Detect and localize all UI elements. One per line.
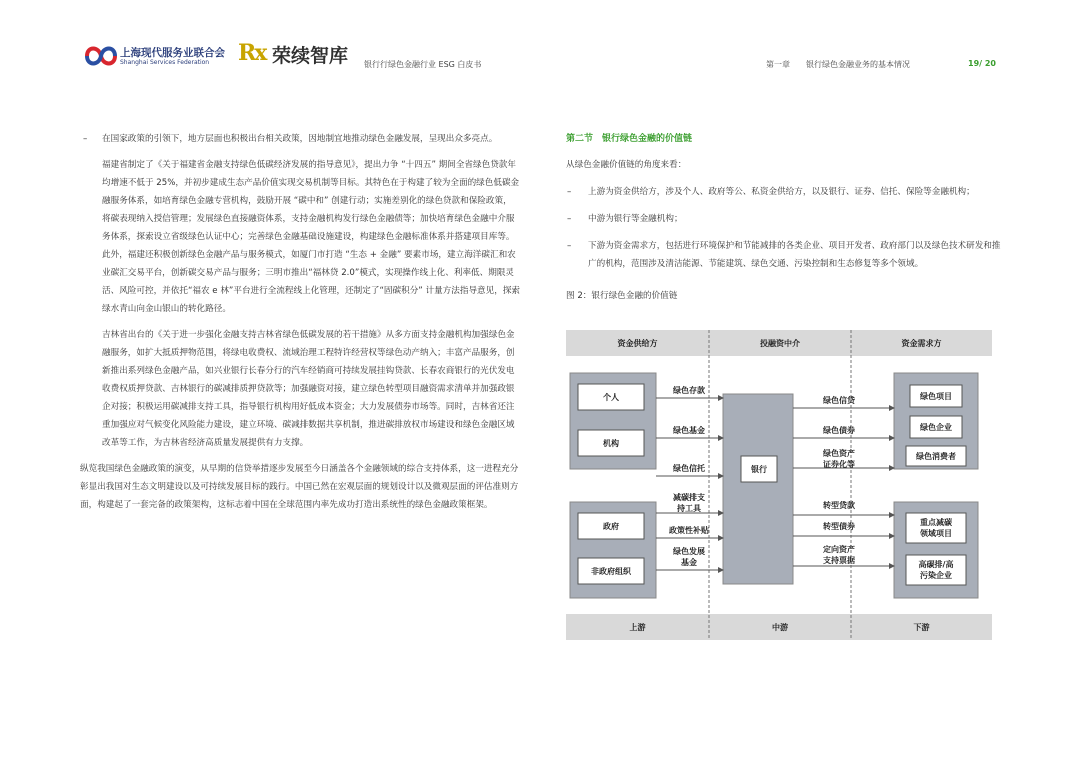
bullet-dash: – bbox=[567, 187, 572, 197]
demand-high-emission-enterprise: 高碳排/高 污染企业 bbox=[918, 560, 954, 580]
column-header-supply: 资金供给方 bbox=[617, 339, 658, 348]
bullet-text: 下游为资金需求方，包括进行环境保护和节能减排的各类企业、项目开发者、政府部门以及绿色技术研发和推广的机构，范围涉及清洁能源、节能建筑、绿色交通、污染控制和生态修复等多个领域。 bbox=[588, 241, 1001, 269]
bullet-midstream bbox=[566, 210, 1002, 228]
flow-green-credit: 绿色信贷 bbox=[823, 396, 855, 405]
footer-upstream: 上游 bbox=[629, 623, 646, 632]
diagram-shapes bbox=[566, 330, 992, 640]
federation-name-cn: 上海现代服务业联合会 bbox=[120, 47, 225, 59]
federation-name-en: Shanghai Services Federation bbox=[120, 59, 210, 66]
supply-individual: 个人 bbox=[603, 393, 619, 402]
flow-carbon-tool: 减碳排支 持工具 bbox=[673, 493, 705, 513]
flow-transition-loan: 转型贷款 bbox=[823, 501, 855, 510]
demand-green-project: 绿色项目 bbox=[920, 392, 952, 401]
column-header-demand: 资金需求方 bbox=[901, 339, 942, 348]
brand-name: 荣续智库 bbox=[272, 45, 349, 67]
bullet-text: 上游为资金供给方，涉及个人、政府等公、私资金供给方，以及银行、证券、信托、保险等金融机构； bbox=[588, 187, 975, 197]
figure-caption: 图 2：银行绿色金融的价值链 bbox=[566, 291, 678, 301]
chapter-number: 第一章 bbox=[766, 60, 790, 69]
value-chain-diagram bbox=[566, 330, 992, 640]
chapter-title: 银行绿色金融业务的基本情况 bbox=[806, 60, 910, 69]
bullet-downstream bbox=[566, 237, 1002, 273]
bank-label: 银行 bbox=[751, 465, 767, 474]
bullet-dash: – bbox=[567, 241, 572, 251]
demand-key-carbon-project: 重点减碳 领域项目 bbox=[920, 518, 952, 538]
flow-green-trust: 绿色信托 bbox=[673, 464, 705, 473]
bullet-dash: – bbox=[567, 214, 572, 224]
bullet-text: 中游为银行等金融机构； bbox=[588, 214, 683, 224]
flow-directed-abn: 定向资产 支持票据 bbox=[823, 545, 855, 565]
flow-green-bond: 绿色债券 bbox=[823, 426, 855, 435]
paragraph-local-policy bbox=[80, 130, 520, 148]
supply-government: 政府 bbox=[603, 522, 619, 531]
footer-midstream: 中游 bbox=[772, 623, 788, 632]
paragraph-jilin: 吉林省出台的《关于进一步强化金融支持吉林省绿色低碳发展的若干措施》从多方面支持金融机构加强绿色金融服务，如扩大抵质押物范围，将绿电收费权、流域治理工程特许经营权等绿色动产纳入；丰富产品服务，创新推出系列绿色金融产品，如兴业银行长春分行的汽车经销商可持续发展挂钩贷款、长春农商银行的光伏发电收费权质押贷款、吉林银行的碳减排质押贷款等；加强融资对接，建立绿色转型项目融资需求清单并加强政银企对接；积极运用碳减排支持工具，指导银行机构用好低成本资金；大力发展债券市场等。同时，吉林省还注重加强应对气候变化风险能力建设，建立环境、碳减排数据共享机制，推进碳排放权市场建设和绿色金融区域改革等工作，为吉林省经济高质量发展提供有力支撑。 bbox=[102, 330, 515, 448]
section-intro: 从绿色金融价值链的角度来看： bbox=[566, 160, 687, 170]
flow-green-abs: 绿色资产 证券化等 bbox=[823, 449, 855, 469]
footer-downstream: 下游 bbox=[913, 623, 930, 632]
flow-green-deposit: 绿色存款 bbox=[673, 386, 705, 395]
bullet-upstream bbox=[566, 183, 1002, 201]
flow-green-fund: 绿色基金 bbox=[673, 426, 705, 435]
column-header-intermediary: 投融资中介 bbox=[760, 339, 800, 348]
brand-mark-text: Rx bbox=[238, 40, 266, 66]
right-column bbox=[566, 130, 1002, 305]
section-title: 第二节 银行绿色金融的价值链 bbox=[566, 134, 693, 144]
paragraph-overview: 纵览我国绿色金融政策的演变，从早期的信贷举措逐步发展至今日涵盖各个金融领域的综合支持体系，这一进程充分彰显出我国对生态文明建设以及可持续发展目标的践行。中国已然在宏观层面的规划设计以及微观层面的评估准则方面，构建起了一套完备的政策架构，这标志着中国在全球范围内率先成功打造出系统性的绿色金融政策框架。 bbox=[80, 464, 519, 510]
page-header bbox=[0, 0, 1080, 80]
supply-institution: 机构 bbox=[603, 439, 619, 448]
flow-green-dev-fund: 绿色发展 基金 bbox=[673, 547, 705, 567]
demand-green-consumer: 绿色消费者 bbox=[916, 452, 956, 461]
flow-policy-subsidy: 政策性补贴 bbox=[669, 526, 709, 535]
federation-emblem-icon bbox=[84, 42, 118, 70]
flow-transition-bond: 转型债券 bbox=[823, 522, 855, 531]
demand-green-enterprise: 绿色企业 bbox=[920, 423, 952, 432]
paragraph-text: 在国家政策的引领下，地方层面也积极出台相关政策，因地制宜地推动绿色金融发展，呈现出众多亮点。 bbox=[102, 134, 498, 144]
bullet-dash: – bbox=[83, 134, 88, 144]
federation-logo bbox=[84, 42, 224, 74]
supply-ngo: 非政府组织 bbox=[591, 567, 631, 576]
paragraph-fujian: 福建省制定了《关于福建省金融支持绿色低碳经济发展的指导意见》，提出力争 “十四五” 期间全省绿色贷款年均增速不低于 25%，并初步建成生态产品价值实现交易机制等目标。其特色在于构建了较为全面的绿色低碳金融服务体系，如培育绿色金融专营机构，鼓励开展 “碳中和” 创建行动；实施差别化的绿色贷款和保险政策，将碳表现纳入授信管理；发展绿色直接融资体系，支持金融机构发行绿色金融债等；加快培育绿色金融中介服务体系，探索设立省级绿色认证中心；完善绿色金融基础设施建设，构建绿色金融标准体系并搭建项目库等。此外，福建还积极创新绿色金融产品与服务模式，如厦门市打造 “生态 + 金融” 要素市场，建立海洋碳汇和农业碳汇交易平台，创新碳交易产品与服务；三明市推出“福林贷 2.0”模式，实现操作线上化、利率低、期限灵活、风险可控，并依托“福农 e 林”平台进行全流程线上化管理，还制定了“固碳积分” 计量方法指导意见，探索绿水青山向金山银山的转化路径。 bbox=[102, 160, 521, 314]
brand-mark bbox=[238, 40, 265, 66]
left-column bbox=[80, 130, 520, 514]
page-number: 19/ 20 bbox=[968, 59, 996, 68]
document-title: 银行行绿色金融行业 ESG 白皮书 bbox=[364, 60, 482, 69]
